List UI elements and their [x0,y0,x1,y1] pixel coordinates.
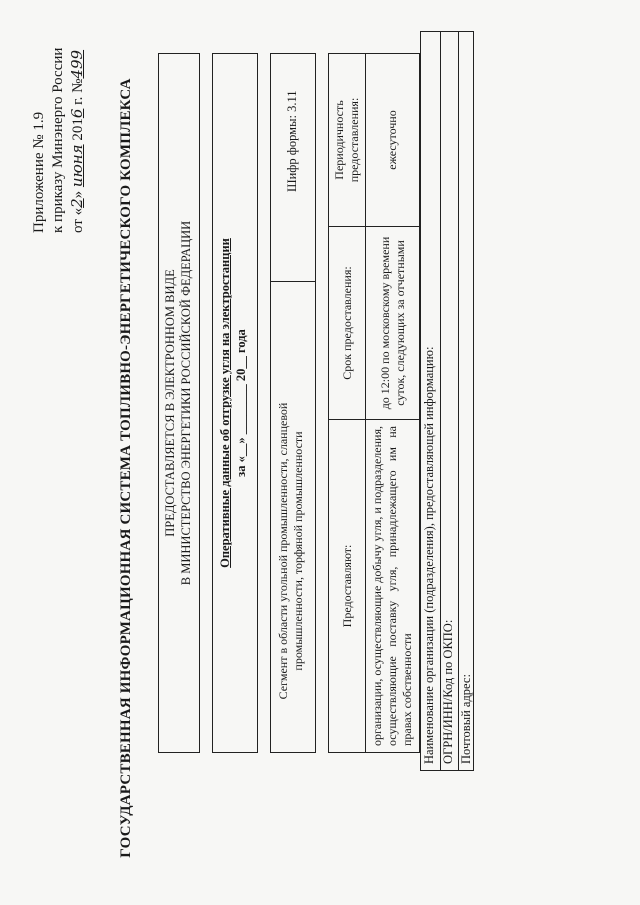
date-month-handwritten: июня [68,144,86,188]
date-prefix: от « [70,207,86,233]
document-page [10,13,630,893]
cell-deadline: до 12:00 по московскому времени суток, следующих за отчетными [366,227,420,420]
submission-table [328,53,420,753]
date-year: 201 [70,118,86,145]
ogrn-field: ОГРН/ИНН/Код по ОКПО: [440,32,456,770]
form-cipher: Шифр формы: 3.11 [285,90,299,192]
date-suffix: г. № [70,78,86,109]
org-name-field: Наименование организации (подразделения), предоставляющей информацию: [422,346,436,764]
appendix-order: к приказу Минэнерго России [50,47,66,233]
table-row [366,54,420,753]
date-day-handwritten: 2 [68,198,86,208]
date-year-handwritten: 6 [68,108,86,119]
submission-line-1: ПРЕДОСТАВЛЯЕТСЯ В ЭЛЕКТРОННОМ ВИДЕ [163,269,177,537]
segment-text: Сегмент в области угольной промышленности, сланцевой промышленности, торфяной промышленности [276,402,305,700]
appendix-number: Приложение № 1.9 [31,111,47,233]
submission-box [158,53,200,753]
cell-period: ежесуточно [366,54,420,227]
appendix-header [30,13,88,233]
header-deadline: Срок предоставления: [329,227,366,420]
report-title-box [212,53,258,753]
appendix-date [68,13,88,233]
header-period: Периодичность предоставления: [329,54,366,227]
segment-box [270,53,316,753]
cell-provide: организации, осуществляющие добычу угля, и подразделения, осуществляющие поставку угля, принадлежащего им на правах собственности [366,420,420,753]
submission-line-2: В МИНИСТЕРСТВО ЭНЕРГЕТИКИ РОССИЙСКОЙ ФЕДЕРАЦИИ [179,220,193,586]
report-title: Оперативные данные об отгрузке угля на электростанции [218,238,232,568]
report-period: за «__» ________ 20__ года [234,329,248,477]
header-provide: Предоставляют: [329,420,366,753]
segment-divider [271,281,315,282]
address-field: Почтовый адрес: [458,32,475,770]
order-number-handwritten: 499 [68,49,86,79]
table-header-row [329,54,366,753]
organization-info-box [420,31,474,771]
page-title: ГОСУДАРСТВЕННАЯ ИНФОРМАЦИОННАЯ СИСТЕМА ТОПЛИВНО-ЭНЕРГЕТИЧЕСКОГО КОМПЛЕКСА [118,78,134,858]
date-mid: » [70,187,86,199]
